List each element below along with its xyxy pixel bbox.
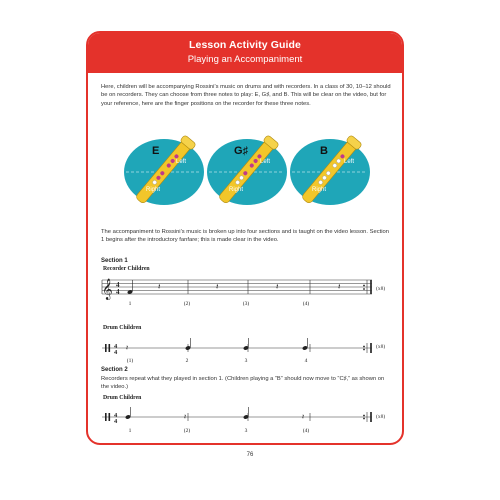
svg-text:𝄽: 𝄽 — [126, 344, 129, 352]
fingering-left-label: Left — [260, 159, 271, 165]
card-title: Lesson Activity Guide — [189, 39, 301, 51]
drum-children-label-section2: Drum Children — [103, 395, 142, 401]
fingering-note-b: B — [320, 145, 328, 157]
recorder-repeat: (x8) — [376, 286, 386, 292]
svg-text:4: 4 — [116, 281, 120, 289]
fingering-right-label: Right — [312, 187, 327, 193]
fingering-right-label: Right — [229, 187, 244, 193]
recorder-note — [127, 280, 133, 295]
recorder-count-1: 1 — [128, 301, 132, 307]
drum2-count-3: 3 — [244, 428, 248, 434]
section2-heading: Section 2 — [101, 367, 128, 373]
card-subtitle: Playing an Accompaniment — [187, 54, 303, 65]
svg-text:𝄽: 𝄽 — [184, 413, 187, 421]
page-number: 76 — [246, 452, 254, 458]
lesson-guide-card — [86, 31, 404, 445]
fingering-left-label: Left — [176, 159, 187, 165]
drum-repeat-section1: (x8) — [376, 344, 386, 350]
fingering-figure-e — [124, 135, 204, 206]
svg-text:4: 4 — [116, 288, 120, 296]
recorder-children-label: Recorder Children — [103, 266, 150, 272]
drum-note — [302, 338, 308, 351]
svg-text:𝄽: 𝄽 — [338, 282, 341, 291]
svg-text:4: 4 — [114, 349, 118, 356]
svg-text:𝄽: 𝄽 — [302, 413, 305, 421]
recorder-count-4: (4) — [302, 301, 310, 307]
drum-count-1: (1) — [126, 358, 134, 364]
drum-count-4: 4 — [304, 358, 308, 364]
drum2-count-1: 1 — [128, 428, 132, 434]
recorder-count-3: (3) — [242, 301, 250, 307]
fingering-note-g-sharp: G♯ — [234, 145, 249, 157]
recorder-count-2: (2) — [183, 301, 191, 307]
accompaniment-paragraph: The accompaniment to Rossini’s music is broken up into four sections and is taught on the video lesson. Section 1 begins after the introductory fanfare; this is made clear in the video. — [101, 229, 389, 244]
drum-staff-section2 — [88, 407, 404, 427]
fingering-figure-b — [290, 135, 370, 206]
section1-heading: Section 1 — [101, 258, 128, 264]
fingering-note-e: E — [152, 145, 160, 157]
drum-note — [125, 407, 131, 420]
recorder-staff — [88, 274, 404, 304]
fingering-figure-g-sharp — [207, 135, 287, 206]
drum-staff-section1 — [88, 338, 404, 358]
svg-text:4: 4 — [114, 343, 118, 350]
svg-text:𝄽: 𝄽 — [158, 282, 161, 291]
drum-repeat-section2: (x8) — [376, 414, 386, 420]
svg-text:𝄽: 𝄽 — [216, 282, 219, 291]
drum2-count-4: (4) — [302, 428, 310, 434]
svg-text:4: 4 — [114, 412, 118, 419]
section2-paragraph: Recorders repeat what they played in section 1. (Children playing a “B” should now move to “C♯,” as shown on the video.) — [101, 376, 385, 391]
drum2-count-2: (2) — [183, 428, 191, 434]
drum-children-label: Drum Children — [103, 325, 142, 331]
fingering-left-label: Left — [344, 159, 355, 165]
drum-count-2: 2 — [185, 358, 189, 364]
svg-text:𝄞: 𝄞 — [102, 279, 113, 300]
fingering-right-label: Right — [146, 187, 161, 193]
intro-paragraph: Here, children will be accompanying Rossini’s music on drums and with recorders. In a class of 30, 10–12 should be on recorders. They can choose from three notes to play: E, G♯, and B. This will be clear on the video, but for your reference, here are the finger positions on the recorder for these three notes. — [101, 84, 391, 107]
fingering-diagrams — [88, 130, 404, 210]
card-header — [88, 33, 402, 73]
svg-text:𝄽: 𝄽 — [276, 282, 279, 291]
svg-text:4: 4 — [114, 418, 118, 425]
drum-count-3: 3 — [244, 358, 248, 364]
